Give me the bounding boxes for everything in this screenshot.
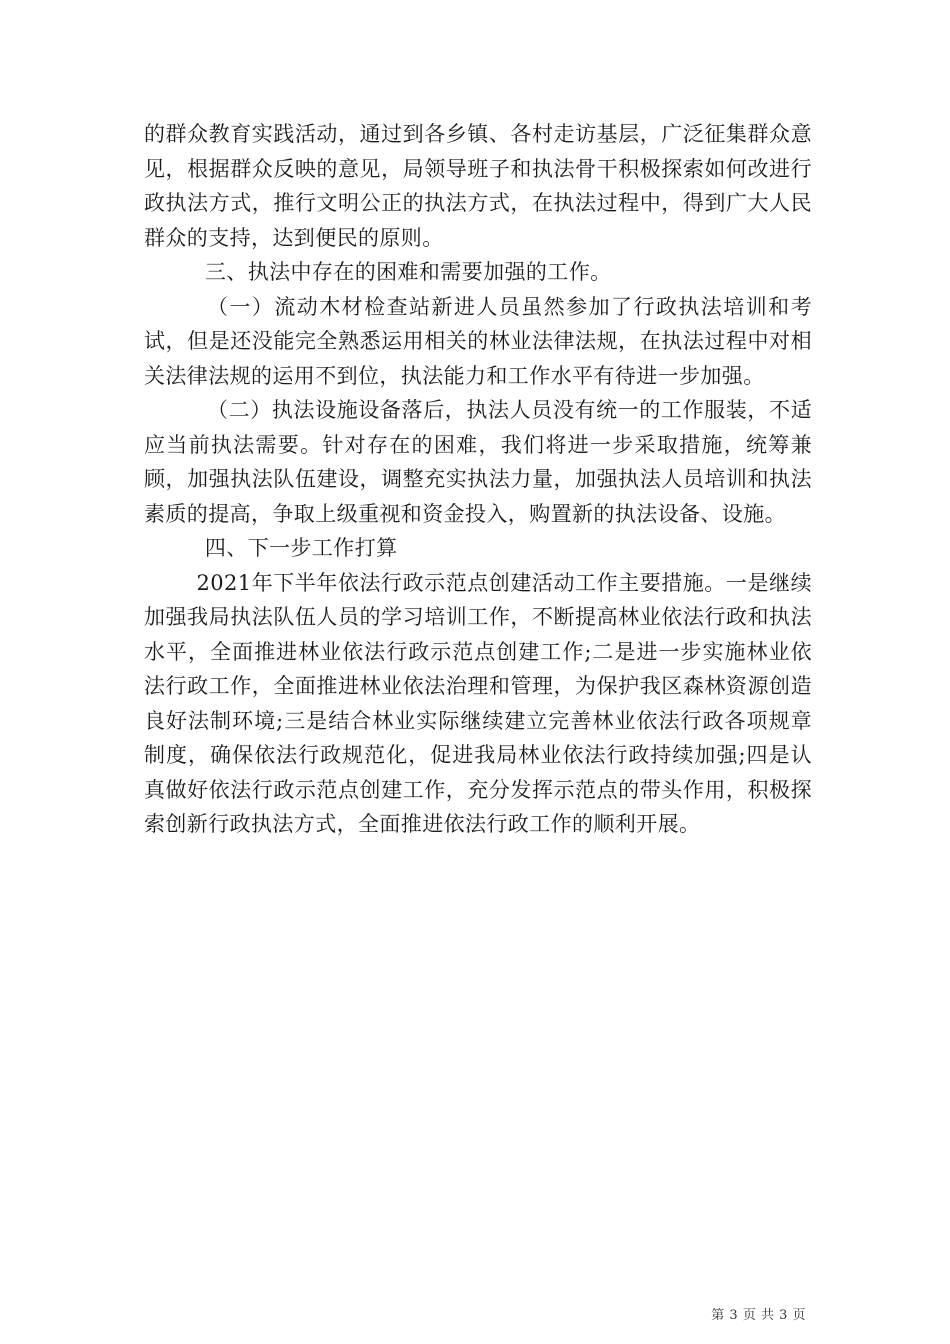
body-paragraph-measures: 2021年下半年依法行政示范点创建活动工作主要措施。一是继续加强我局执法队伍人员的学习培训工作，不断提高林业依法行政和执法水平，全面推进林业依法行政示范点创建工作;二是进一步实施林业依法行政工作，全面推进林业依法治理和管理，为保护我区森林资源创造良好法制环境;三是结合林业实际继续建立完善林业依法行政各项规章制度，确保依法行政规范化，促进我局林业依法行政持续加强;四是认真做好依法行政示范点创建工作，充分发挥示范点的带头作用，积极探索创新行政执法方式，全面推进依法行政工作的顺利开展。 bbox=[144, 570, 812, 836]
body-paragraph-continued: 的群众教育实践活动，通过到各乡镇、各村走访基层，广泛征集群众意见，根据群众反映的意见，局领导班子和执法骨干积极探索如何改进行政执法方式，推行文明公正的执法方式，在执法过程中，得到广大人民群众的支持，达到便民的原则。 bbox=[144, 122, 812, 250]
page-number-footer: 第 3 页 共 3 页 bbox=[711, 1308, 806, 1323]
body-paragraph-item-1: （一）流动木材检查站新进人员虽然参加了行政执法培训和考试，但是还没能完全熟悉运用相关的林业法律法规，在执法过程中对相关法律法规的运用不到位，执法能力和工作水平有待进一步加强。 bbox=[144, 294, 812, 388]
body-paragraph-item-2: （二）执法设施设备落后，执法人员没有统一的工作服装，不适应当前执法需要。针对存在的困难，我们将进一步采取措施，统筹兼顾，加强执法队伍建设，调整充实执法力量，加强执法人员培训和执法素质的提高，争取上级重视和资金投入，购置新的执法设备、设施。 bbox=[144, 398, 812, 526]
section-heading-next-steps: 四、下一步工作打算 bbox=[204, 536, 398, 560]
section-heading-difficulties: 三、执法中存在的困难和需要加强的工作。 bbox=[204, 260, 612, 284]
document-body bbox=[144, 117, 812, 842]
